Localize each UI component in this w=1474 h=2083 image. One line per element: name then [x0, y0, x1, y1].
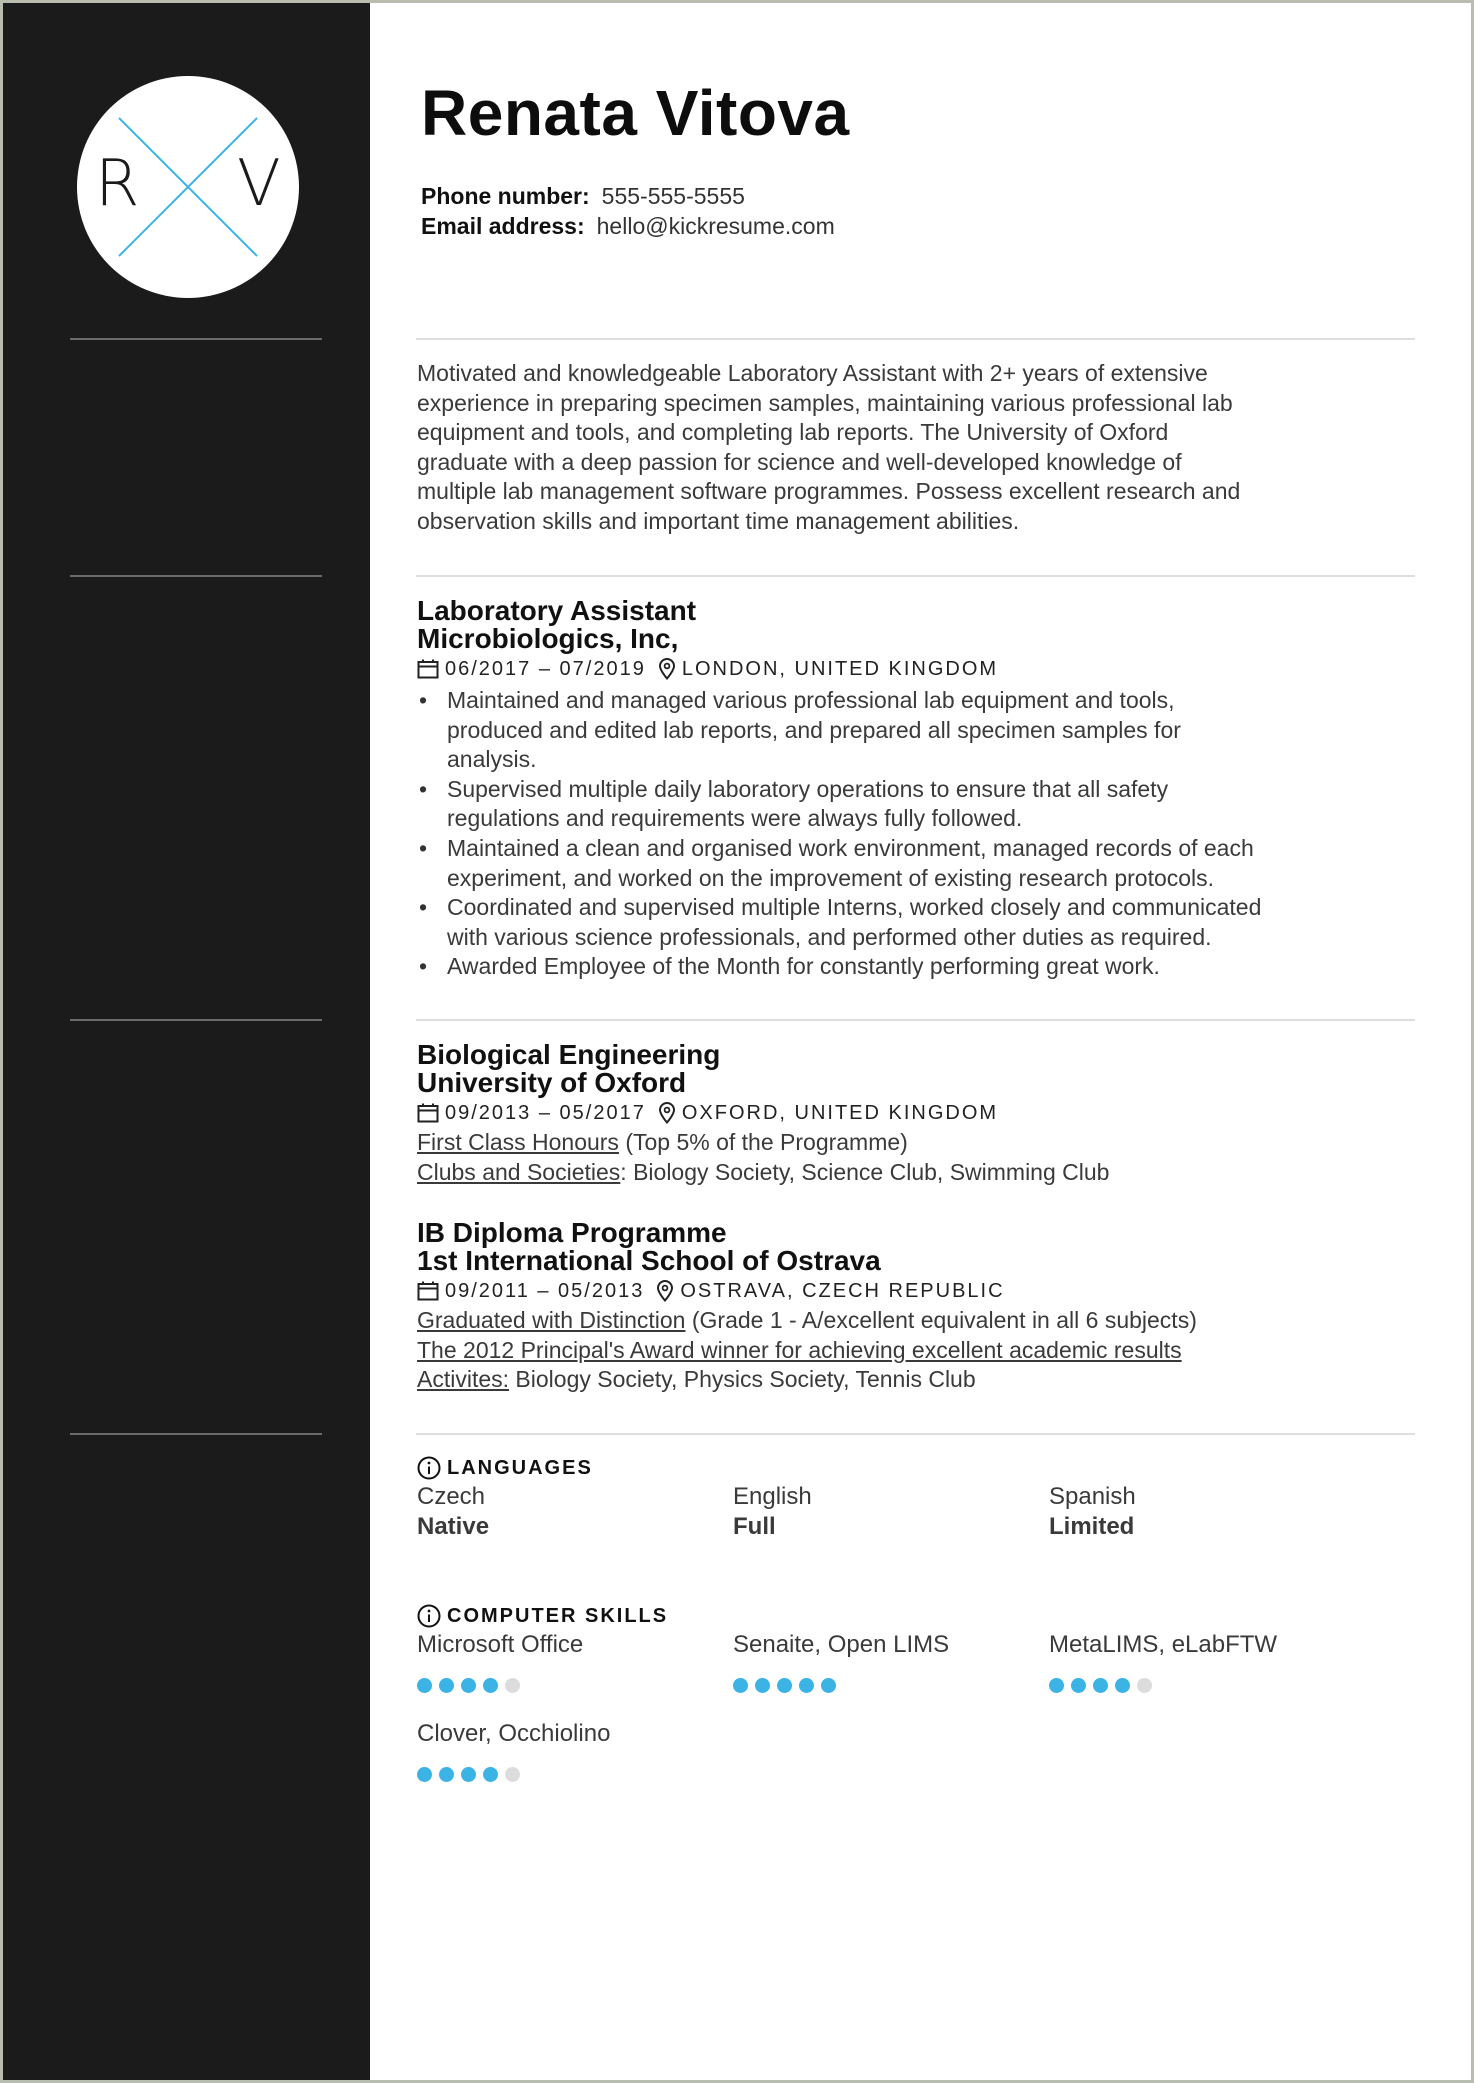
education-meta: [417, 1279, 1005, 1303]
monogram-letter-right: V: [237, 147, 281, 221]
rating-dot-empty: [1137, 1678, 1152, 1693]
computer-skills-heading: [417, 1604, 668, 1628]
rating-dot-filled: [1093, 1678, 1108, 1693]
bullet-line: with various science professionals, and performed other duties as required.: [447, 923, 1212, 950]
resume-page: [3, 3, 1471, 2080]
skill-name: Senaite, Open LIMS: [733, 1631, 950, 1658]
monogram-logo: [77, 76, 299, 298]
job-company: Microbiologics, Inc,: [417, 623, 679, 654]
calendar-icon: [417, 1103, 439, 1123]
sidebar: [3, 3, 370, 2080]
profile-line: observation skills and important time management abilities.: [417, 507, 1020, 534]
rating-dot-filled: [417, 1767, 432, 1782]
languages-label: LANGUAGES: [447, 1456, 593, 1479]
degree-title: IB Diploma Programme: [417, 1217, 727, 1248]
detail-text: (Grade 1 - A/excellent equivalent in all 6 subjects): [685, 1307, 1197, 1333]
info-icon: [417, 1604, 441, 1628]
main-divider: [416, 575, 1415, 577]
computer-skills-label: COMPUTER SKILLS: [447, 1604, 669, 1627]
detail-highlight: Clubs and Societies: [417, 1159, 621, 1185]
job-bullet: [417, 952, 1417, 982]
bullet-line: experiment, and worked on the improvement of existing research protocols.: [447, 864, 1215, 891]
detail-highlight: The 2012 Principal's Award winner for achieving excellent academic results: [417, 1337, 1182, 1363]
education-detail: [417, 1365, 976, 1395]
rating-dot-filled: [461, 1678, 476, 1693]
skill-rating: [417, 1767, 717, 1782]
location-pin-icon: [658, 658, 676, 680]
language-level: Native: [417, 1513, 490, 1540]
skill-rating: [417, 1678, 717, 1693]
bullet-line: • Supervised multiple daily laboratory operations to ensure that all safety: [447, 775, 1169, 802]
education-meta: [417, 1101, 998, 1125]
school-name: University of Oxford: [417, 1067, 687, 1098]
language-name: Spanish: [1049, 1483, 1136, 1510]
education-detail: [417, 1158, 1109, 1188]
job-bullet: [417, 686, 1417, 775]
rating-dot-filled: [733, 1678, 748, 1693]
bullet-line: produced and edited lab reports, and prepared all specimen samples for: [447, 716, 1181, 743]
language-level: Full: [733, 1513, 776, 1540]
job-dates: 06/2017 – 07/2019: [445, 658, 646, 680]
main-divider: [416, 1433, 1415, 1435]
computer-skill-item: [417, 1630, 717, 1693]
rating-dot-filled: [1115, 1678, 1130, 1693]
calendar-icon: [417, 1281, 439, 1301]
monogram-letter-left: R: [95, 147, 140, 221]
school-name: 1st International School of Ostrava: [417, 1245, 881, 1276]
education-location: OSTRAVA, CZECH REPUBLIC: [680, 1280, 1005, 1302]
education-location: OXFORD, UNITED KINGDOM: [681, 1102, 999, 1124]
language-name: Czech: [417, 1483, 486, 1510]
rating-dot-filled: [777, 1678, 792, 1693]
job-location: LONDON, UNITED KINGDOM: [681, 658, 999, 680]
detail-text: (Top 5% of the Programme): [618, 1129, 908, 1155]
rating-dot-filled: [417, 1678, 432, 1693]
job-meta: [417, 657, 998, 681]
language-item: [1049, 1482, 1349, 1542]
rating-dot-filled: [1049, 1678, 1064, 1693]
rating-dot-filled: [461, 1767, 476, 1782]
detail-highlight: Activites:: [417, 1366, 510, 1392]
profile-line: Motivated and knowledgeable Laboratory Assistant with 2+ years of extensive: [417, 360, 1208, 386]
languages-heading: [417, 1456, 593, 1480]
skill-rating: [733, 1678, 1033, 1693]
detail-highlight: Graduated with Distinction: [417, 1307, 686, 1333]
language-item: [733, 1482, 1033, 1542]
main-divider: [416, 1019, 1415, 1021]
bullet-line: • Maintained and managed various professional lab equipment and tools,: [447, 687, 1175, 713]
detail-highlight: First Class Honours: [417, 1129, 619, 1155]
sidebar-divider: [70, 1433, 322, 1435]
education-detail: [417, 1336, 1182, 1366]
sidebar-divider: [70, 338, 322, 340]
email-value: hello@kickresume.com: [596, 213, 835, 239]
skill-name: Clover, Occhiolino: [417, 1720, 611, 1747]
rating-dot-filled: [439, 1678, 454, 1693]
profile-line: equipment and tools, and completing lab reports. The University of Oxford: [417, 419, 1169, 446]
language-level: Limited: [1049, 1513, 1135, 1540]
email-label: Email address:: [421, 213, 585, 239]
bullet-line: regulations and requirements were always fully followed.: [447, 805, 1023, 832]
computer-skill-item: [1049, 1630, 1349, 1693]
rating-dot-empty: [505, 1678, 520, 1693]
sidebar-divider: [70, 1019, 322, 1021]
profile-line: graduate with a deep passion for science and well-developed knowledge of: [417, 448, 1182, 475]
phone-value: 555-555-5555: [601, 183, 745, 209]
language-item: [417, 1482, 717, 1542]
rating-dot-filled: [821, 1678, 836, 1693]
contact-phone: [421, 181, 745, 211]
computer-skill-item: [733, 1630, 1033, 1693]
rating-dot-filled: [799, 1678, 814, 1693]
bullet-line: • Maintained a clean and organised work environment, managed records of each: [447, 834, 1254, 861]
phone-label: Phone number:: [421, 183, 590, 209]
education-dates: 09/2013 – 05/2017: [445, 1102, 646, 1124]
skill-rating: [1049, 1678, 1349, 1693]
job-bullet: [417, 893, 1417, 952]
detail-text: : Biology Society, Science Club, Swimming Club: [620, 1159, 1110, 1185]
profile-line: multiple lab management software programmes. Possess excellent research and: [417, 478, 1241, 505]
location-pin-icon: [656, 1280, 674, 1302]
profile-line: experience in preparing specimen samples, maintaining various professional lab: [417, 389, 1233, 416]
detail-text: Biology Society, Physics Society, Tennis Club: [509, 1366, 976, 1392]
bullet-line: • Coordinated and supervised multiple Interns, worked closely and communicated: [447, 894, 1262, 921]
bullet-line: • Awarded Employee of the Month for constantly performing great work.: [447, 953, 1160, 980]
rating-dot-filled: [439, 1767, 454, 1782]
job-bullet: [417, 775, 1417, 834]
sidebar-divider: [70, 575, 322, 577]
contact-email: [421, 211, 835, 241]
profile-summary: [417, 359, 1417, 537]
rating-dot-filled: [483, 1678, 498, 1693]
rating-dot-filled: [483, 1767, 498, 1782]
education-detail: [417, 1306, 1197, 1336]
main-divider: [416, 338, 1415, 340]
job-title: Laboratory Assistant: [417, 595, 697, 626]
rating-dot-empty: [505, 1767, 520, 1782]
bullet-line: analysis.: [447, 746, 537, 773]
rating-dot-filled: [1071, 1678, 1086, 1693]
job-bullet-list: [417, 686, 1417, 982]
education-dates: 09/2011 – 05/2013: [445, 1280, 645, 1302]
candidate-name: Renata Vitova: [421, 77, 850, 149]
skill-name: MetaLIMS, eLabFTW: [1049, 1631, 1278, 1658]
language-name: English: [733, 1483, 812, 1510]
job-bullet: [417, 834, 1417, 893]
location-pin-icon: [658, 1102, 676, 1124]
info-icon: [417, 1456, 441, 1480]
computer-skill-item: [417, 1719, 717, 1782]
calendar-icon: [417, 659, 439, 679]
rating-dot-filled: [755, 1678, 770, 1693]
skill-name: Microsoft Office: [417, 1631, 584, 1658]
degree-title: Biological Engineering: [417, 1039, 721, 1070]
education-detail: [417, 1128, 908, 1158]
